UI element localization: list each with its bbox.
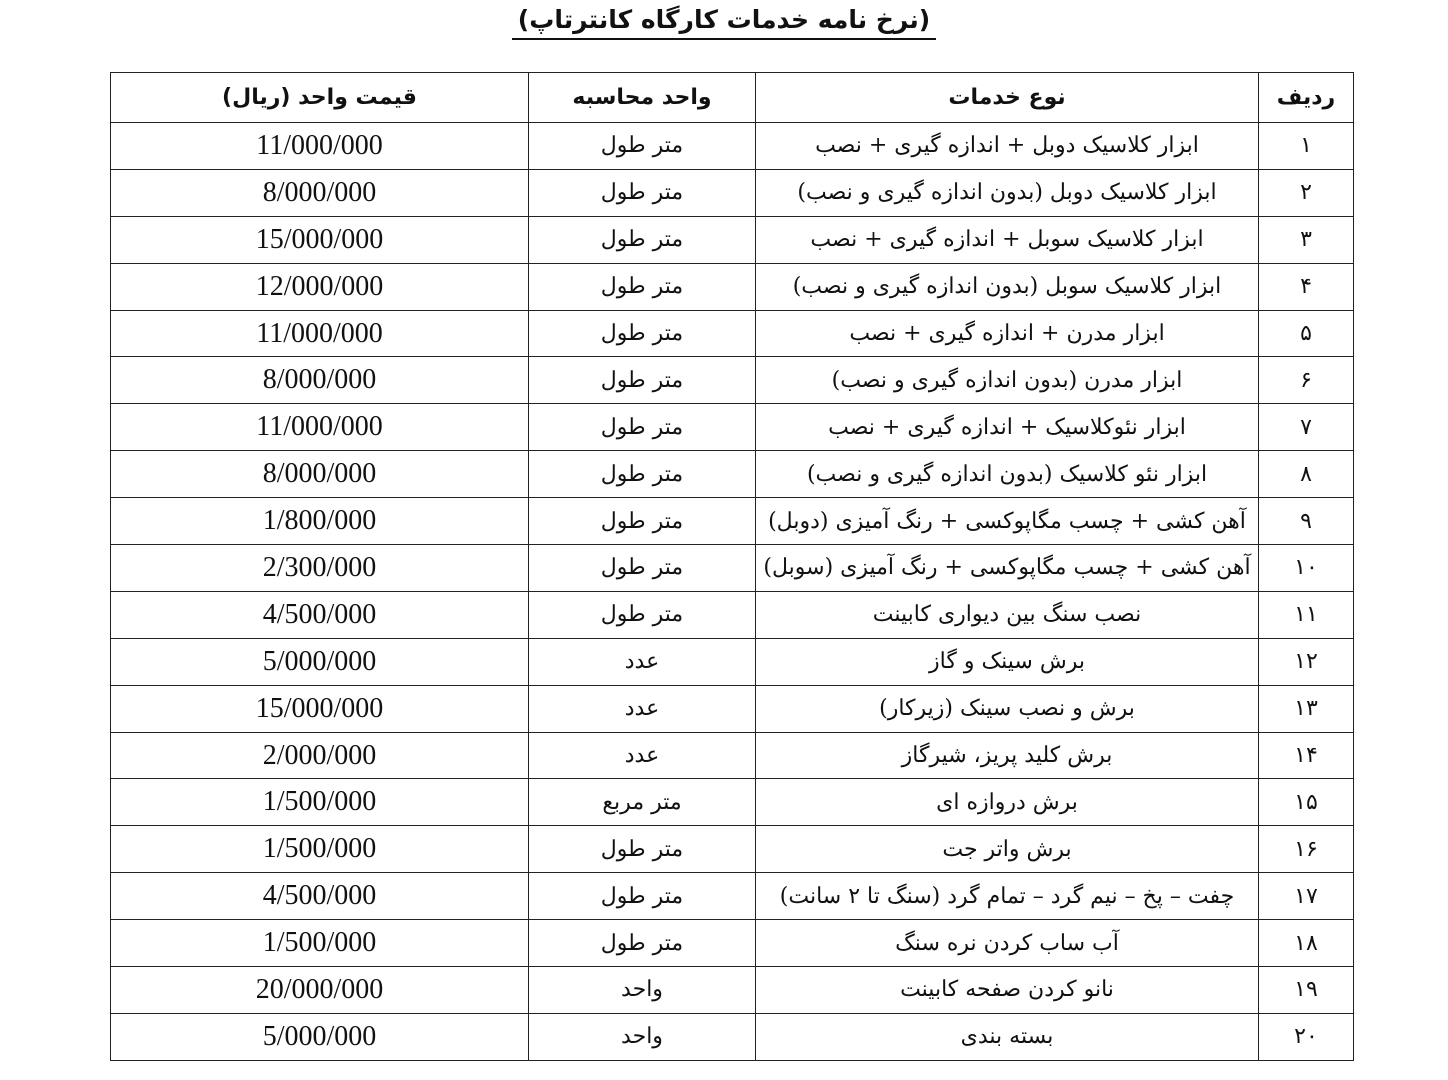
row-number: ۲۰ [1259, 1013, 1354, 1060]
service-type: نانو کردن صفحه کابینت [756, 967, 1259, 1014]
table-row [111, 404, 1354, 451]
unit-price: 4/500/000 [111, 591, 529, 638]
service-type: برش و نصب سینک (زیرکار) [756, 685, 1259, 732]
unit-price: 11/000/000 [111, 404, 529, 451]
unit: متر طول [529, 357, 756, 404]
unit-price: 8/000/000 [111, 451, 529, 498]
row-number: ۸ [1259, 451, 1354, 498]
unit: متر طول [529, 263, 756, 310]
table-row [111, 967, 1354, 1014]
table-row [111, 1013, 1354, 1060]
row-number: ۱۸ [1259, 920, 1354, 967]
unit-price: 8/000/000 [111, 169, 529, 216]
header-unit-price: قیمت واحد (ریال) [111, 73, 529, 123]
service-type: نصب سنگ بین دیواری کابینت [756, 591, 1259, 638]
row-number: ۶ [1259, 357, 1354, 404]
service-type: ابزار کلاسیک سوبل + اندازه گیری + نصب [756, 216, 1259, 263]
table-row [111, 123, 1354, 170]
service-type: بسته بندی [756, 1013, 1259, 1060]
unit: متر طول [529, 169, 756, 216]
unit: عدد [529, 732, 756, 779]
row-number: ۱۶ [1259, 826, 1354, 873]
unit-price: 8/000/000 [111, 357, 529, 404]
unit: متر طول [529, 310, 756, 357]
row-number: ۱۹ [1259, 967, 1354, 1014]
service-type: ابزار نئو کلاسیک (بدون اندازه گیری و نصب) [756, 451, 1259, 498]
page-title: (نرخ نامه خدمات کارگاه کانترتاپ) [512, 4, 936, 40]
table-row [111, 779, 1354, 826]
header-row [111, 73, 1354, 123]
table-header [111, 73, 1354, 123]
header-unit: واحد محاسبه [529, 73, 756, 123]
unit: متر طول [529, 123, 756, 170]
row-number: ۱۷ [1259, 873, 1354, 920]
row-number: ۱۲ [1259, 638, 1354, 685]
unit: متر طول [529, 498, 756, 545]
unit: واحد [529, 967, 756, 1014]
unit-price: 12/000/000 [111, 263, 529, 310]
row-number: ۱۱ [1259, 591, 1354, 638]
table-row [111, 591, 1354, 638]
service-type: ابزار نئوکلاسیک + اندازه گیری + نصب [756, 404, 1259, 451]
unit: متر طول [529, 920, 756, 967]
service-type: آهن کشی + چسب مگاپوکسی + رنگ آمیزی (دوبل) [756, 498, 1259, 545]
unit-price: 11/000/000 [111, 310, 529, 357]
unit: متر طول [529, 451, 756, 498]
service-type: آهن کشی + چسب مگاپوکسی + رنگ آمیزی (سوبل) [756, 545, 1259, 592]
table-row [111, 545, 1354, 592]
table-row [111, 920, 1354, 967]
unit: عدد [529, 638, 756, 685]
table-row [111, 826, 1354, 873]
unit-price: 20/000/000 [111, 967, 529, 1014]
row-number: ۱۵ [1259, 779, 1354, 826]
unit-price: 5/000/000 [111, 1013, 529, 1060]
table-row [111, 873, 1354, 920]
table-body [111, 123, 1354, 1061]
unit: متر طول [529, 545, 756, 592]
table-row [111, 357, 1354, 404]
table-row [111, 498, 1354, 545]
unit-price: 15/000/000 [111, 685, 529, 732]
service-type: ابزار مدرن + اندازه گیری + نصب [756, 310, 1259, 357]
price-table [110, 72, 1354, 1061]
table-row [111, 732, 1354, 779]
unit-price: 1/800/000 [111, 498, 529, 545]
service-type: برش سینک و گاز [756, 638, 1259, 685]
row-number: ۱۰ [1259, 545, 1354, 592]
header-service-type: نوع خدمات [756, 73, 1259, 123]
unit: متر طول [529, 873, 756, 920]
table-row [111, 685, 1354, 732]
title-wrapper [0, 4, 1448, 40]
service-type: ابزار کلاسیک دوبل (بدون اندازه گیری و نصب) [756, 169, 1259, 216]
row-number: ۲ [1259, 169, 1354, 216]
service-type: برش کلید پریز، شیرگاز [756, 732, 1259, 779]
row-number: ۴ [1259, 263, 1354, 310]
unit: متر مربع [529, 779, 756, 826]
service-type: ابزار مدرن (بدون اندازه گیری و نصب) [756, 357, 1259, 404]
service-type: برش دروازه ای [756, 779, 1259, 826]
unit-price: 4/500/000 [111, 873, 529, 920]
unit: متر طول [529, 216, 756, 263]
row-number: ۳ [1259, 216, 1354, 263]
table-row [111, 451, 1354, 498]
service-type: ابزار کلاسیک دوبل + اندازه گیری + نصب [756, 123, 1259, 170]
unit: عدد [529, 685, 756, 732]
service-type: برش واتر جت [756, 826, 1259, 873]
unit: واحد [529, 1013, 756, 1060]
unit-price: 1/500/000 [111, 826, 529, 873]
unit-price: 2/000/000 [111, 732, 529, 779]
unit-price: 15/000/000 [111, 216, 529, 263]
row-number: ۱۴ [1259, 732, 1354, 779]
row-number: ۵ [1259, 310, 1354, 357]
service-type: ابزار کلاسیک سوبل (بدون اندازه گیری و نصب) [756, 263, 1259, 310]
table-row [111, 310, 1354, 357]
service-type: آب ساب کردن نره سنگ [756, 920, 1259, 967]
row-number: ۷ [1259, 404, 1354, 451]
unit: متر طول [529, 404, 756, 451]
unit-price: 2/300/000 [111, 545, 529, 592]
unit-price: 1/500/000 [111, 779, 529, 826]
unit-price: 1/500/000 [111, 920, 529, 967]
unit: متر طول [529, 591, 756, 638]
row-number: ۱۳ [1259, 685, 1354, 732]
row-number: ۱ [1259, 123, 1354, 170]
unit-price: 11/000/000 [111, 123, 529, 170]
table-row [111, 169, 1354, 216]
table-row [111, 638, 1354, 685]
header-row-number: ردیف [1259, 73, 1354, 123]
table-row [111, 263, 1354, 310]
table-row [111, 216, 1354, 263]
row-number: ۹ [1259, 498, 1354, 545]
service-type: چفت – پخ – نیم گرد – تمام گرد (سنگ تا ۲ سانت) [756, 873, 1259, 920]
unit: متر طول [529, 826, 756, 873]
unit-price: 5/000/000 [111, 638, 529, 685]
